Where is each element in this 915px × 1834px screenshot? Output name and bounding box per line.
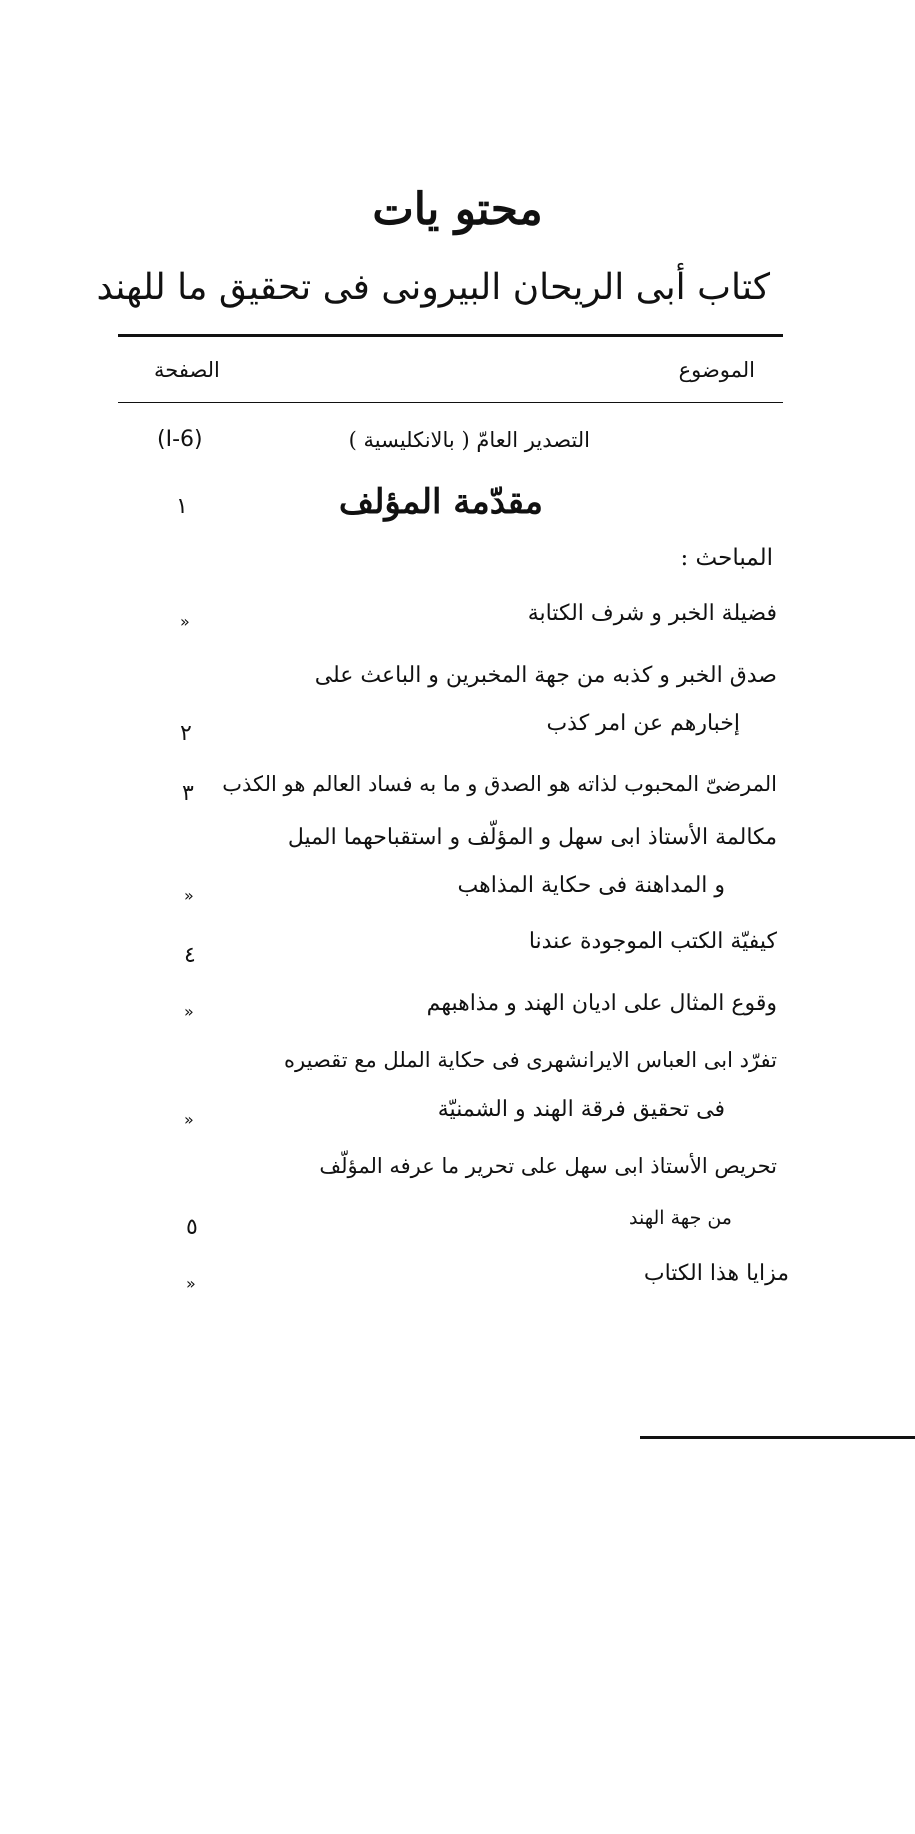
toc-entry-page: » xyxy=(184,1002,194,1021)
toc-subheading: المباحث : xyxy=(680,545,773,571)
toc-entry-text: كيفيّة الكتب الموجودة عندنا xyxy=(528,929,777,954)
toc-entry-text: التصدير العامّ ( بالانكليسية ) xyxy=(348,428,590,452)
toc-entry-page: » xyxy=(186,1274,196,1293)
toc-entry-text: المرضىّ المحبوب لذاته هو الصدق و ما به فساد العالم هو الكذب xyxy=(222,772,777,796)
toc-section-heading: مقدّمة المؤلف xyxy=(338,482,543,522)
toc-entry-page: ٣ xyxy=(182,781,194,806)
toc-entry-page: ٢ xyxy=(180,721,192,746)
toc-entry-page: ٥ xyxy=(186,1215,198,1240)
page-title: محتو يات xyxy=(372,184,543,235)
topic-column-header: الموضوع xyxy=(678,358,755,382)
toc-entry-page: ٤ xyxy=(184,943,196,968)
toc-entry-page: (I-6) xyxy=(157,427,203,452)
book-title: كتاب أبى الريحان البيرونى فى تحقيق ما للهند xyxy=(96,267,770,308)
toc-entry-page: ١ xyxy=(176,494,188,519)
toc-entry-text: مكالمة الأستاذ ابى سهل و المؤلّف و استقباحهما الميل xyxy=(287,825,777,850)
footer-rule xyxy=(640,1436,915,1439)
toc-entry-text: من جهة الهند xyxy=(629,1207,732,1229)
toc-entry-text: فضيلة الخبر و شرف الكتابة xyxy=(527,601,777,626)
toc-entry-text: تفرّد ابى العباس الايرانشهرى فى حكاية الملل مع تقصيره xyxy=(284,1048,777,1072)
toc-entry-text: وقوع المثال على اديان الهند و مذاهبهم xyxy=(426,991,777,1016)
toc-entry-text: و المداهنة فى حكاية المذاهب xyxy=(457,873,725,898)
toc-entry-text: صدق الخبر و كذبه من جهة المخبرين و الباعث على xyxy=(314,663,777,688)
header-rule xyxy=(118,402,783,403)
toc-entry-text: إخبارهم عن امر كذب xyxy=(546,711,740,736)
toc-entry-text: فى تحقيق فرقة الهند و الشمنيّة xyxy=(437,1097,725,1122)
toc-entry-text: مزايا هذا الكتاب xyxy=(643,1261,789,1286)
top-rule xyxy=(118,334,783,337)
toc-entry-page: » xyxy=(184,1110,194,1129)
toc-entry-page: » xyxy=(180,612,190,631)
page-column-header: الصفحة xyxy=(154,358,220,382)
toc-entry-page: » xyxy=(184,886,194,905)
toc-entry-text: تحريص الأستاذ ابى سهل على تحرير ما عرفه المؤلّف xyxy=(319,1154,777,1178)
